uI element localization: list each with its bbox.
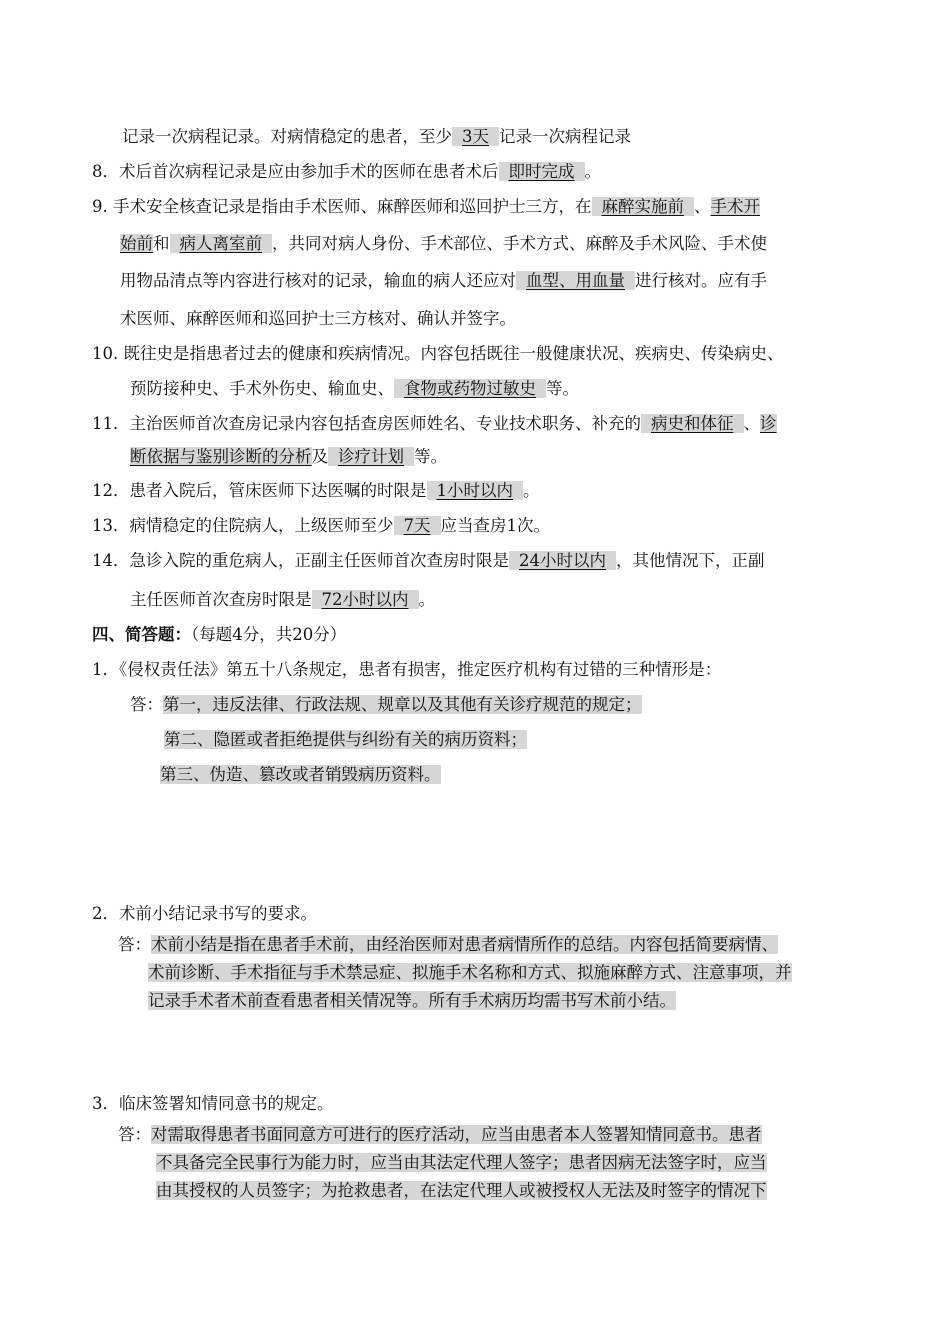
short-answer-1-question: 1．《侵权责任法》第五十八条规定，患者有损害，推定医疗机构有过错的三种情形是： — [92, 660, 722, 679]
answer-blank: 病史和体征 — [641, 414, 744, 433]
short-answer-2-question: 2．术前小结记录书写的要求。 — [92, 904, 317, 923]
text-line: 预防接种史、手术外伤史、输血史、 食物或药物过敏史 等。 — [130, 379, 579, 398]
answer-blank: 病人离室前 — [170, 234, 273, 253]
short-answer-3-question: 3．临床签署知情同意书的规定。 — [92, 1094, 334, 1113]
text-line: 第二、隐匿或者拒绝提供与纠纷有关的病历资料； — [164, 730, 527, 749]
question-12: 12．患者入院后，管床医师下达医嘱的时限是 1小时以内 。 — [92, 481, 540, 500]
short-answer-2-answer: 答：术前小结是指在患者手术前，由经治医师对患者病情所作的总结。内容包括简要病情、 — [118, 935, 778, 954]
text-line: 不具备完全民事行为能力时，应当由其法定代理人签字；患者因病无法签字时，应当 — [156, 1153, 767, 1172]
answer-blank: 即时完成 — [499, 162, 585, 181]
text-line: 由其授权的人员签字；为抢救患者，在法定代理人或被授权人无法及时签字的情况下 — [156, 1181, 767, 1200]
answer-blank: 食物或药物过敏史 — [394, 379, 546, 398]
answer-blank: 24小时以内 — [509, 551, 616, 570]
answer-blank: 3天 — [452, 127, 499, 146]
text-line: 术医师、麻醉医师和巡回护士三方核对、确认并签字。 — [120, 309, 516, 328]
text-line: 记录手术者术前查看患者相关情况等。所有手术病历均需书写术前小结。 — [148, 991, 676, 1010]
answer-blank: 1小时以内 — [427, 481, 524, 500]
question-11: 11．主治医师首次查房记录内容包括查房医师姓名、专业技术职务、补充的 病史和体征 、诊 — [92, 414, 777, 433]
answer-blank: 麻醉实施前 — [592, 197, 695, 216]
text-line: 记录一次病程记录。对病情稳定的患者，至少 3天 记录一次病程记录 — [122, 127, 631, 146]
section-note: （每题4分，共20分） — [191, 625, 347, 644]
text-line: 始前和 病人离室前 ，共同对病人身份、手术部位、手术方式、麻醉及手术风险、手术使 — [120, 234, 767, 253]
section-heading — [92, 624, 346, 646]
question-8: 8．术后首次病程记录是应由参加手术的医师在患者术后 即时完成 。 — [92, 162, 601, 181]
text-line: 第三、伪造、篡改或者销毁病历资料。 — [160, 765, 441, 784]
text-line: 用物品清点等内容进行核对的记录，输血的病人还应对 血型、用血量 进行核对。应有手 — [120, 271, 767, 290]
question-10: 10. 既往史是指患者过去的健康和疾病情况。内容包括既往一般健康状况、疾病史、传染病史、 — [92, 344, 784, 363]
answer-blank: 始前 — [120, 234, 153, 253]
short-answer-3-answer: 答：对需取得患者书面同意方可进行的医疗活动，应当由患者本人签署知情同意书。患者 — [118, 1125, 762, 1144]
short-answer-1-answer: 答：第一，违反法律、行政法规、规章以及其他有关诊疗规范的规定； — [130, 695, 642, 714]
section-title: 四、简答题： — [92, 625, 191, 644]
answer-blank: 断依据与鉴别诊断的分析 — [130, 447, 312, 466]
answer-blank: 72小时以内 — [312, 590, 419, 609]
text-line: 断依据与鉴别诊断的分析及 诊疗计划 等。 — [130, 447, 447, 466]
answer-blank: 手术开 — [710, 197, 760, 216]
question-9: 9. 手术安全核查记录是指由手术医师、麻醉医师和巡回护士三方，在 麻醉实施前 、手术开 — [92, 197, 760, 216]
answer-blank: 血型、用血量 — [516, 271, 635, 290]
text-line: 主任医师首次查房时限是 72小时以内 。 — [130, 590, 435, 609]
answer-blank: 诊 — [760, 414, 777, 433]
answer-blank: 诊疗计划 — [328, 447, 414, 466]
answer-blank: 7天 — [394, 516, 441, 535]
question-13: 13．病情稳定的住院病人，上级医师至少 7天 应当查房1次。 — [92, 516, 550, 535]
text-line: 术前诊断、手术指征与手术禁忌症、拟施手术名称和方式、拟施麻醉方式、注意事项，并 — [148, 963, 792, 982]
question-14: 14．急诊入院的重危病人，正副主任医师首次查房时限是 24小时以内 ，其他情况下，正副 — [92, 551, 765, 570]
